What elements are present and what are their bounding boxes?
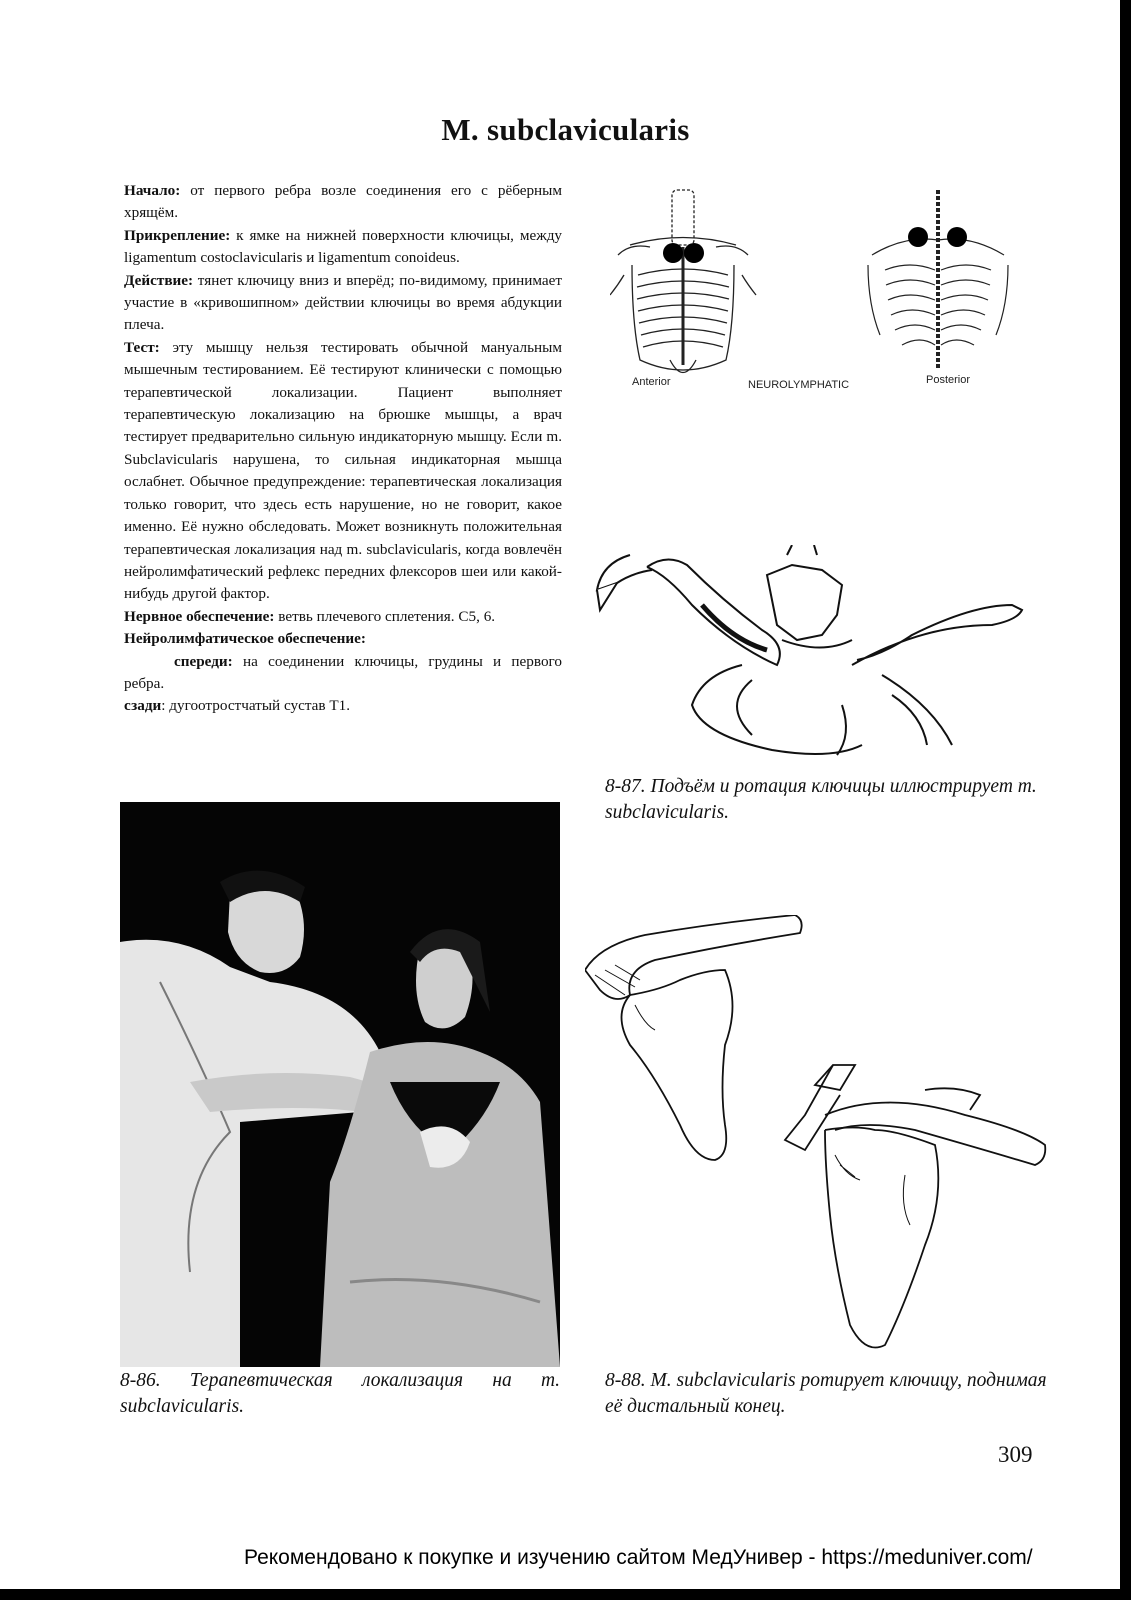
origin-label: Начало: <box>124 182 181 199</box>
anterior-point-right <box>684 243 704 263</box>
clavicle-rotation-figure <box>592 545 1032 770</box>
action-label: Действие: <box>124 271 194 289</box>
test-label: Тест: <box>124 338 160 356</box>
action-paragraph <box>124 270 562 337</box>
neurolymphatic-skeleton-figure <box>610 185 1012 410</box>
page-edge-bottom <box>0 1589 1131 1600</box>
nerve-paragraph <box>124 606 562 628</box>
figure-8-87-caption: 8-87. Подъём и ротация ключицы иллюстрирует m. subclavicularis. <box>605 776 1037 823</box>
anterior-label: Anterior <box>632 376 671 388</box>
therapeutic-localization-photo <box>120 802 560 1367</box>
rotation-arrow-icon <box>597 555 652 590</box>
insertion-label: Прикрепление: <box>124 226 231 244</box>
posterior-text: : дугоотростчатый сустав T1. <box>161 697 351 715</box>
action-text: тянет ключицу вниз и вперёд; по-видимому, принимает участие в «кривошипном» действии ключицы во время абдукции плеча. <box>124 271 563 334</box>
neurolymphatic-label: NEUROLYMPHATIC <box>748 379 850 391</box>
neurolymphatic-label: Нейролимфатическое обеспечение: <box>124 630 366 648</box>
posterior-point-right <box>947 227 967 247</box>
insertion-paragraph <box>124 225 562 270</box>
nerve-label: Нервное обеспечение: <box>124 607 275 625</box>
posterior-label: Posterior <box>926 374 971 386</box>
test-text: эту мышцу нельзя тестировать обычной мануальным мышечным тестированием. Её тестируют клинически с помощью терапевтической локализации. Пациент выполняет терапевтическую локализацию на брюшке мышцы, а врач тестирует предварительно сильную индикаторную мышцу. Если m. Subclavicularis нарушена, то сильная индикаторная мышца ослабнет. Обычное предупреждение: терапевтическая локализация только говорит, что здесь есть нарушение, но не говорит, какое именно. Её нужно обследовать. Может возникнуть положительная терапевтическая локализация над m. subclavicularis, когда вовлечён нейролимфатический рефлекс передних флексоров шеи или какой-нибудь другой фактор. <box>124 338 562 603</box>
posterior-point-left <box>908 227 928 247</box>
scapula-clavicle-figure <box>585 915 1065 1370</box>
clavicle-illustration <box>592 545 1032 770</box>
posterior-paragraph <box>124 695 562 717</box>
anterior-ribcage-drawing <box>610 190 756 373</box>
page-edge-right <box>1120 0 1131 1600</box>
nerve-text: ветвь плечевого сплетения. C5, 6. <box>278 607 496 625</box>
body-text-column <box>124 180 562 718</box>
skeleton-illustration <box>610 185 1012 410</box>
posterior-spine-drawing <box>868 190 1008 370</box>
test-paragraph <box>124 337 562 606</box>
neurolymphatic-paragraph <box>124 628 562 650</box>
origin-text: от первого ребра возле соединения его с рёберным хрящём. <box>124 182 562 222</box>
posterior-label: сзади <box>124 697 162 715</box>
origin-paragraph <box>124 180 562 225</box>
anterior-paragraph <box>124 651 562 696</box>
footer-recommendation: Рекомендовано к покупке и изучению сайтом МедУнивер - https://meduniver.com/ <box>244 1546 1033 1569</box>
page-number: 309 <box>998 1442 1033 1467</box>
insertion-text: к ямке на нижней поверхности ключицы, между ligamentum costoclavicularis и ligamentum conoideus. <box>124 226 563 267</box>
scapula-illustration <box>585 915 1065 1370</box>
anterior-point-left <box>663 243 683 263</box>
figure-8-86-caption: 8-86. Терапевтическая локализация на m. subclavicularis. <box>120 1370 560 1417</box>
anterior-label: спереди: <box>174 652 233 670</box>
figure-8-88-caption: 8-88. M. subclavicularis ротирует ключицу, поднимая её дистальный конец. <box>605 1370 1047 1417</box>
photo-illustration <box>120 802 560 1367</box>
page-title: M. subclavicularis <box>441 112 690 147</box>
anterior-text: на соединении ключицы, грудины и первого ребра. <box>124 652 563 692</box>
